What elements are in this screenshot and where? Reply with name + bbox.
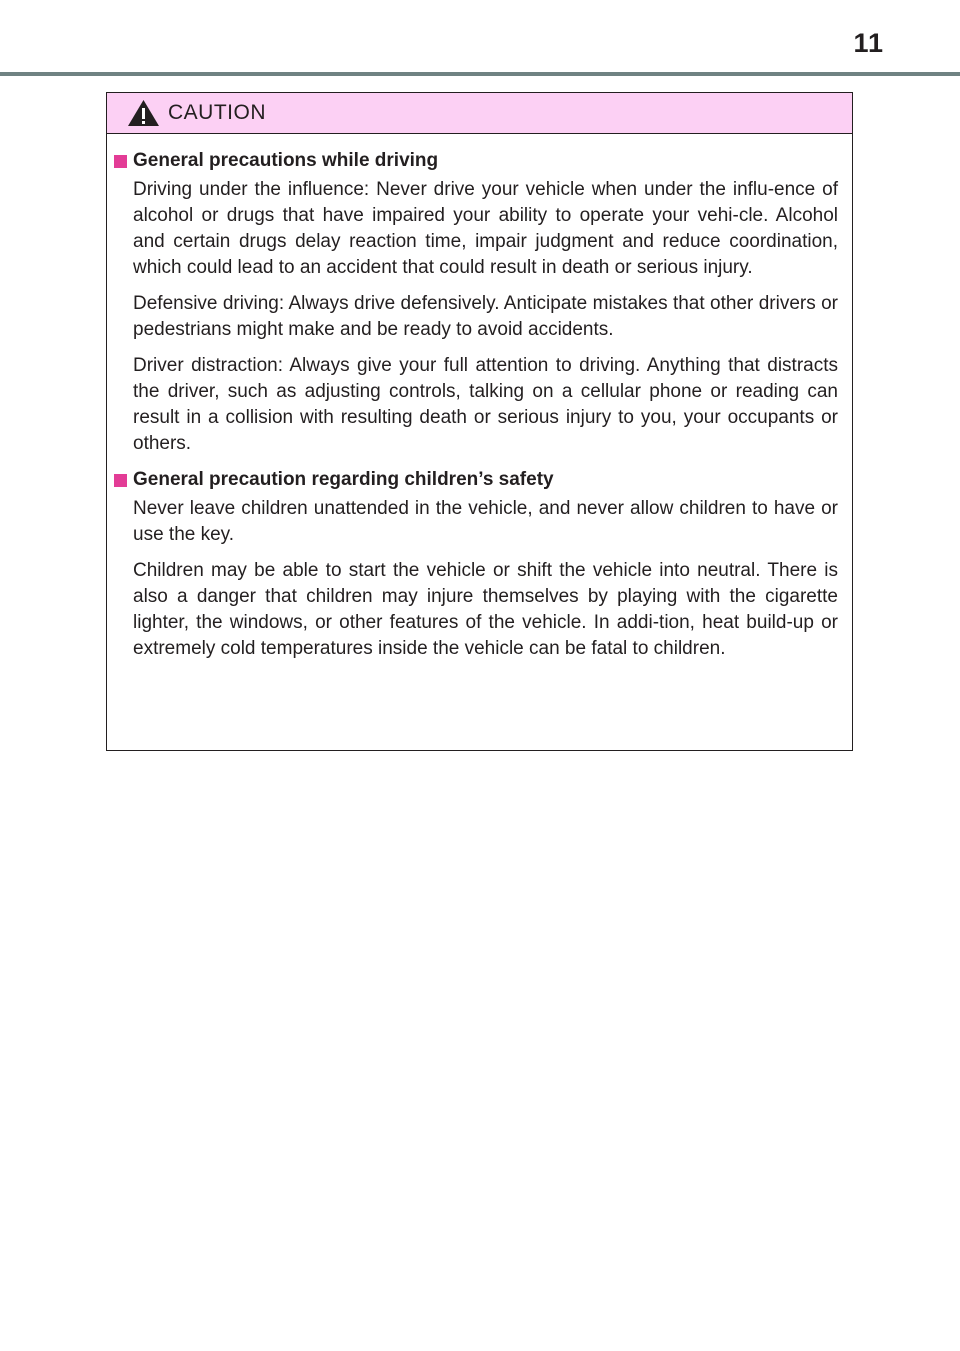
paragraph: Defensive driving: Always drive defensively. Anticipate mistakes that other drivers or pedestrians might make and be ready to avoid accidents. [133, 293, 838, 340]
section-heading [114, 148, 838, 174]
caution-body [107, 134, 852, 662]
page-number: 11 [853, 28, 884, 58]
header-rule [0, 72, 960, 76]
section-heading-text: General precautions while driving [133, 150, 439, 171]
square-bullet-icon [114, 155, 127, 168]
section-children-safety [114, 467, 838, 662]
section-heading-text: General precaution regarding children’s safety [133, 469, 554, 490]
section-heading [114, 467, 838, 493]
section-driving [114, 148, 838, 457]
square-bullet-icon [114, 474, 127, 487]
paragraph: Driver distraction: Always give your full attention to driving. Anything that distracts the driver, such as adjusting controls, talking on a cellular phone or reading can result in a collision with resulting death or serious injury to you, your occupants or others. [133, 355, 838, 454]
caution-box [106, 92, 853, 751]
caution-header [107, 93, 852, 134]
paragraph: Children may be able to start the vehicle or shift the vehicle into neutral. There is also a danger that children may injure themselves by playing with the cigarette lighter, the windows, or other features of the vehicle. In addi-tion, heat build-up or extremely cold temperatures inside the vehicle can be fatal to children. [133, 560, 838, 659]
warning-triangle-icon [127, 99, 160, 127]
paragraph: Driving under the influence: Never drive your vehicle when under the influ-ence of alcohol or drugs that have impaired your ability to operate your vehi-cle. Alcohol and certain drugs delay reaction time, impair judgment and reduce coordination, which could lead to an accident that could result in death or serious injury. [133, 179, 838, 278]
caution-title: CAUTION [168, 101, 266, 124]
paragraph: Never leave children unattended in the vehicle, and never allow children to have or use the key. [133, 498, 838, 545]
